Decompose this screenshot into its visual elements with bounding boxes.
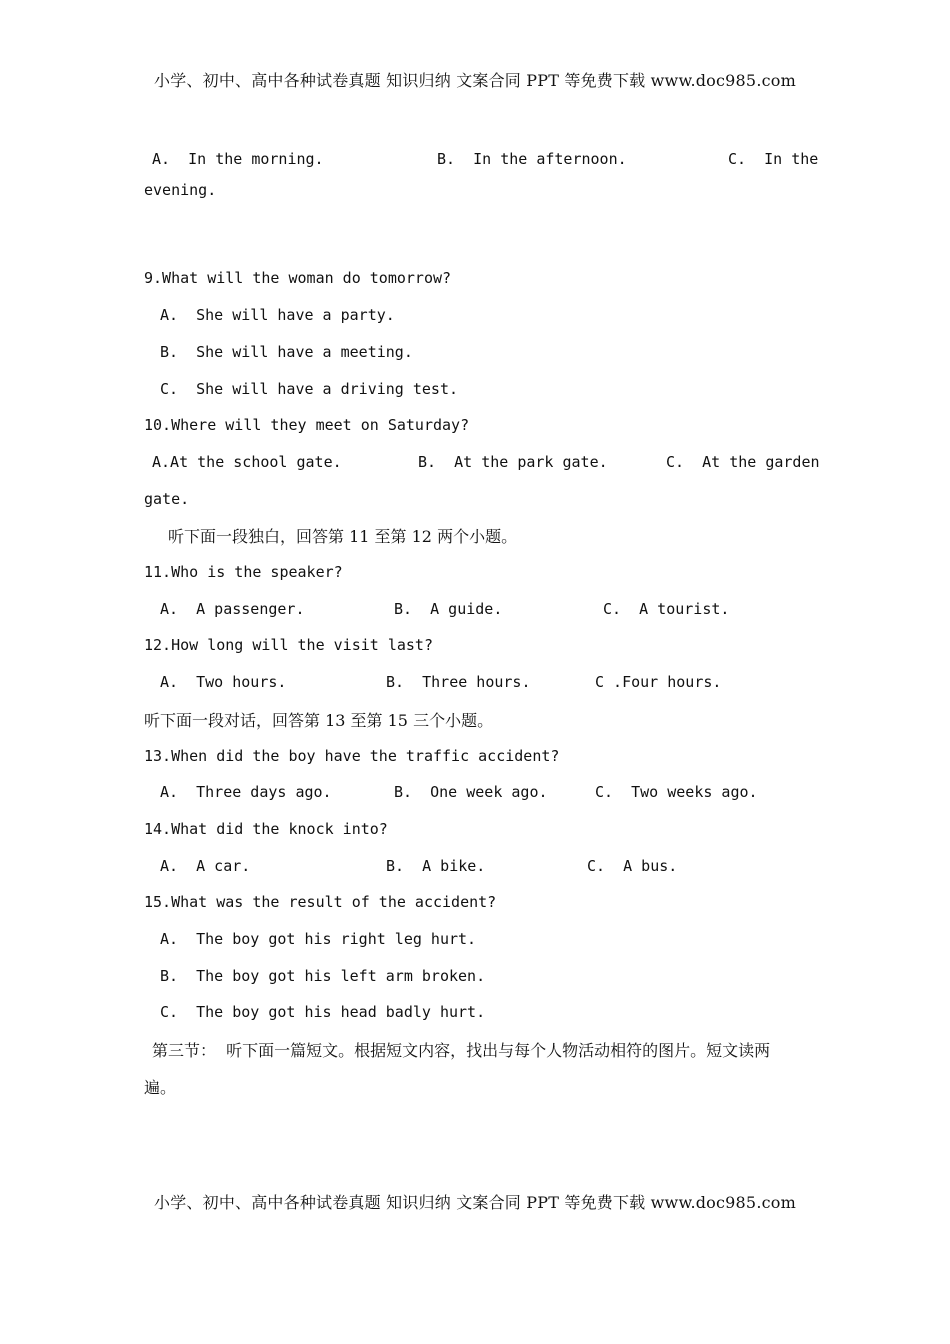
q13-option-b: B. One week ago. [394, 783, 548, 801]
q14-option-b: B. A bike. [386, 857, 486, 875]
q12-option-c: C .Four hours. [595, 673, 722, 691]
q10-option-b: B. At the park gate. [418, 453, 608, 471]
q8-option-a: A. In the morning. [152, 150, 324, 168]
section-3-instruction: 第三节： 听下面一篇短文。根据短文内容，找出与每个人物活动相符的图片。短文读两 [152, 1041, 771, 1060]
page-footer: 小学、初中、高中各种试卷真题 知识归纳 文案合同 PPT 等免费下载 www.doc985.com [154, 1193, 796, 1212]
q8-option-b: B. In the afternoon. [437, 150, 627, 168]
q13-question: 13.When did the boy have the traffic accident? [144, 747, 560, 765]
section-3-instruction-continued: 遍。 [144, 1078, 177, 1097]
q14-question: 14.What did the knock into? [144, 820, 388, 838]
q11-option-c: C. A tourist. [603, 600, 730, 618]
q11-question: 11.Who is the speaker? [144, 563, 343, 581]
q9-question: 9.What will the woman do tomorrow? [144, 269, 452, 287]
instruction-13-15: 听下面一段对话，回答第 13 至第 15 三个小题。 [144, 711, 494, 730]
q10-question: 10.Where will they meet on Saturday? [144, 416, 470, 434]
q9-option-c: C. She will have a driving test. [160, 380, 459, 398]
q15-option-c: C. The boy got his head badly hurt. [160, 1003, 486, 1021]
q13-option-c: C. Two weeks ago. [595, 783, 758, 801]
q12-question: 12.How long will the visit last? [144, 636, 433, 654]
q9-option-a: A. She will have a party. [160, 306, 395, 324]
q12-option-b: B. Three hours. [386, 673, 531, 691]
q11-option-b: B. A guide. [394, 600, 503, 618]
page-header: 小学、初中、高中各种试卷真题 知识归纳 文案合同 PPT 等免费下载 www.doc985.com [154, 71, 796, 90]
q13-option-a: A. Three days ago. [160, 783, 332, 801]
q10-option-a: A.At the school gate. [152, 453, 342, 471]
q10-option-c: C. At the garden [666, 453, 820, 471]
q9-option-b: B. She will have a meeting. [160, 343, 413, 361]
q11-option-a: A. A passenger. [160, 600, 305, 618]
q14-option-c: C. A bus. [587, 857, 678, 875]
q15-option-a: A. The boy got his right leg hurt. [160, 930, 477, 948]
q15-option-b: B. The boy got his left arm broken. [160, 967, 486, 985]
q10-option-c-continued: gate. [144, 490, 190, 508]
instruction-11-12: 听下面一段独白，回答第 11 至第 12 两个小题。 [168, 527, 518, 546]
q12-option-a: A. Two hours. [160, 673, 287, 691]
q8-option-c: C. In the [728, 150, 819, 168]
q15-question: 15.What was the result of the accident? [144, 893, 497, 911]
q14-option-a: A. A car. [160, 857, 251, 875]
q8-option-c-continued: evening. [144, 181, 217, 199]
